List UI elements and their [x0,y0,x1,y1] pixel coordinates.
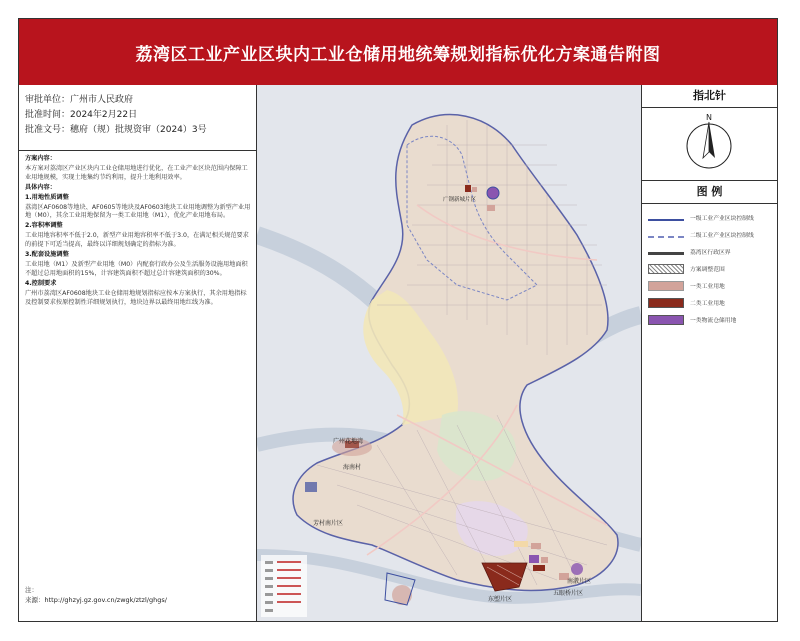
legend-item [648,227,771,242]
compass-title: 指北针 [642,85,777,108]
legend-swatch [648,236,684,238]
map-label-south-east: 东塱片区 [488,596,513,603]
legend-label: 一级工业产业区块控制线 [690,216,754,222]
description-paragraph: 本方案对荔湾区产业区块内工业仓储用地进行优化，在工业产业区块范围内保障工业用地规模，实现土地集约节约利用，提升土地利用效率。 [25,164,248,181]
map-label-south-west: 芳村南片区 [313,520,344,527]
legend-swatch [648,252,684,255]
legend-swatch [648,315,684,325]
legend-panel [641,85,777,621]
approval-date: 批准时间：2024年2月22日 [25,110,138,120]
legend-swatch [648,281,684,291]
description-paragraph: 4.控制要求 [25,279,57,287]
legend-label: 方案调整范围 [690,267,725,273]
title-bar [19,19,777,85]
legend-item [648,278,771,293]
legend-list [642,204,777,327]
description-paragraph: 工业用地（M1）及新型产业用地（M0）内配套行政办公及生活服务设施用地面积不超过总用地面积的15%，计容建筑面积不超过总计容建筑面积的30%。 [25,260,248,277]
plan-description [25,155,251,309]
map-inner-legend [261,555,307,617]
legend-label: 一类物流仓储用地 [690,318,737,324]
description-paragraph: 具体内容： [25,183,56,191]
legend-swatch [648,264,684,274]
map-frame [18,18,778,622]
info-panel [19,85,257,621]
description-paragraph: 2.容积率调整 [25,222,63,230]
map-label-north: 广钢新城片区 [443,197,477,203]
legend-item [648,295,771,310]
approval-org: 审批单位：广州市人民政府 [25,95,134,105]
legend-label: 一类工业用地 [690,284,725,290]
legend-item [648,244,771,259]
source-note-label: 注： [25,586,38,594]
approval-doc: 批准文号：穗府（规）批规资审（2024）3号 [25,125,207,135]
legend-swatch [648,219,684,221]
legend-swatch [648,298,684,308]
description-paragraph: 1.用地性质调整 [25,193,69,201]
svg-text:N: N [706,113,712,122]
source-link[interactable]: 来源：http://ghzyj.gz.gov.cn/zwgk/ztzl/ghgs/ [25,596,167,604]
legend-title: 图 例 [642,181,777,204]
legend-item [648,210,771,225]
map-label-c: 五眼桥片区 [553,590,584,597]
legend-label: 二类工业用地 [690,301,725,307]
map-label-b: 海南村 [343,464,362,471]
legend-label: 二级工业产业区块控制线 [690,233,754,239]
approval-meta [25,93,251,138]
description-paragraph: 荔湾区AF0608等地块、AF0605等地块及AF0603地块工业用地调整为新型产业用地（M0），其余工业用地保留为一类工业用地（M1），优化产业用地布局。 [25,203,251,220]
description-paragraph: 3.配套设施调整 [25,251,69,259]
legend-label: 荔湾区行政区界 [690,250,731,256]
map-label-a: 广州花地湾 [333,438,364,445]
source-note [25,585,251,605]
map-canvas[interactable] [257,85,641,621]
compass-box [642,108,777,181]
description-heading: 方案内容： [25,155,56,162]
compass-icon [642,108,776,180]
district-map [257,85,641,621]
legend-item [648,261,771,276]
description-paragraph: 工业用地容积率不低于2.0，新型产业用地容积率不低于3.0，在满足相关规范要求的前提下可适当提高，最终以详细规划确定的指标为准。 [25,232,249,249]
map-label-d: 南漖片区 [567,578,592,585]
divider [19,150,256,151]
page-title: 荔湾区工业产业区块内工业仓储用地统筹规划指标优化方案通告附图 [135,44,661,65]
description-paragraph: 广州市荔湾区AF0608地块工业仓储用地规划指标应按本方案执行，其余用地指标及控制要求按原控制性详细规划执行，地块边界以最终用地红线为准。 [25,289,247,306]
legend-item [648,312,771,327]
